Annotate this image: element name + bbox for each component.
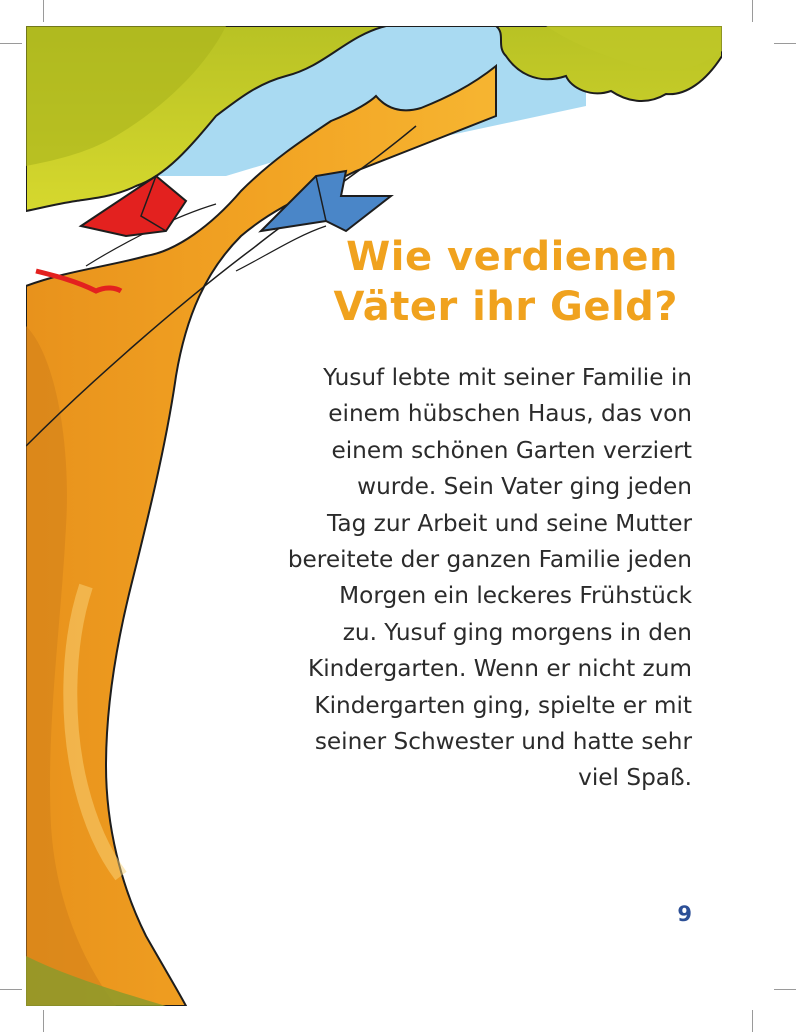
text-line: Kindergarten. Wenn er nicht zum xyxy=(308,655,692,683)
text-line: zu. Yusuf ging morgens in den xyxy=(342,618,692,646)
page-title xyxy=(333,232,678,332)
crop-mark xyxy=(0,989,22,990)
page-number: 9 xyxy=(677,902,692,926)
crop-mark xyxy=(752,1010,753,1032)
title-line: Väter ihr Geld? xyxy=(333,284,678,330)
crop-mark xyxy=(43,0,44,22)
crop-mark xyxy=(774,43,796,44)
text-line: Morgen ein leckeres Frühstück xyxy=(339,582,692,610)
text-line: Yusuf lebte mit seiner Familie in xyxy=(323,364,692,391)
crop-mark xyxy=(0,43,22,44)
book-page xyxy=(26,26,722,1006)
story-paragraph xyxy=(252,360,692,797)
crop-mark xyxy=(43,1010,44,1032)
title-line: Wie verdienen xyxy=(346,234,678,280)
text-line: seiner Schwester und hatte sehr xyxy=(314,728,692,756)
text-line: einem hübschen Haus, das von xyxy=(328,400,692,428)
crop-mark xyxy=(774,989,796,990)
text-line: Tag zur Arbeit und seine Mutter xyxy=(327,509,692,537)
text-line: Kindergarten ging, spielte er mit xyxy=(314,691,692,719)
text-line: viel Spaß. xyxy=(578,764,692,792)
text-line: einem schönen Garten verziert xyxy=(331,436,692,464)
text-line: bereitete der ganzen Familie jeden xyxy=(287,546,692,574)
text-line: wurde. Sein Vater ging jeden xyxy=(357,473,692,501)
crop-mark xyxy=(752,0,753,22)
kite-string xyxy=(236,226,326,271)
